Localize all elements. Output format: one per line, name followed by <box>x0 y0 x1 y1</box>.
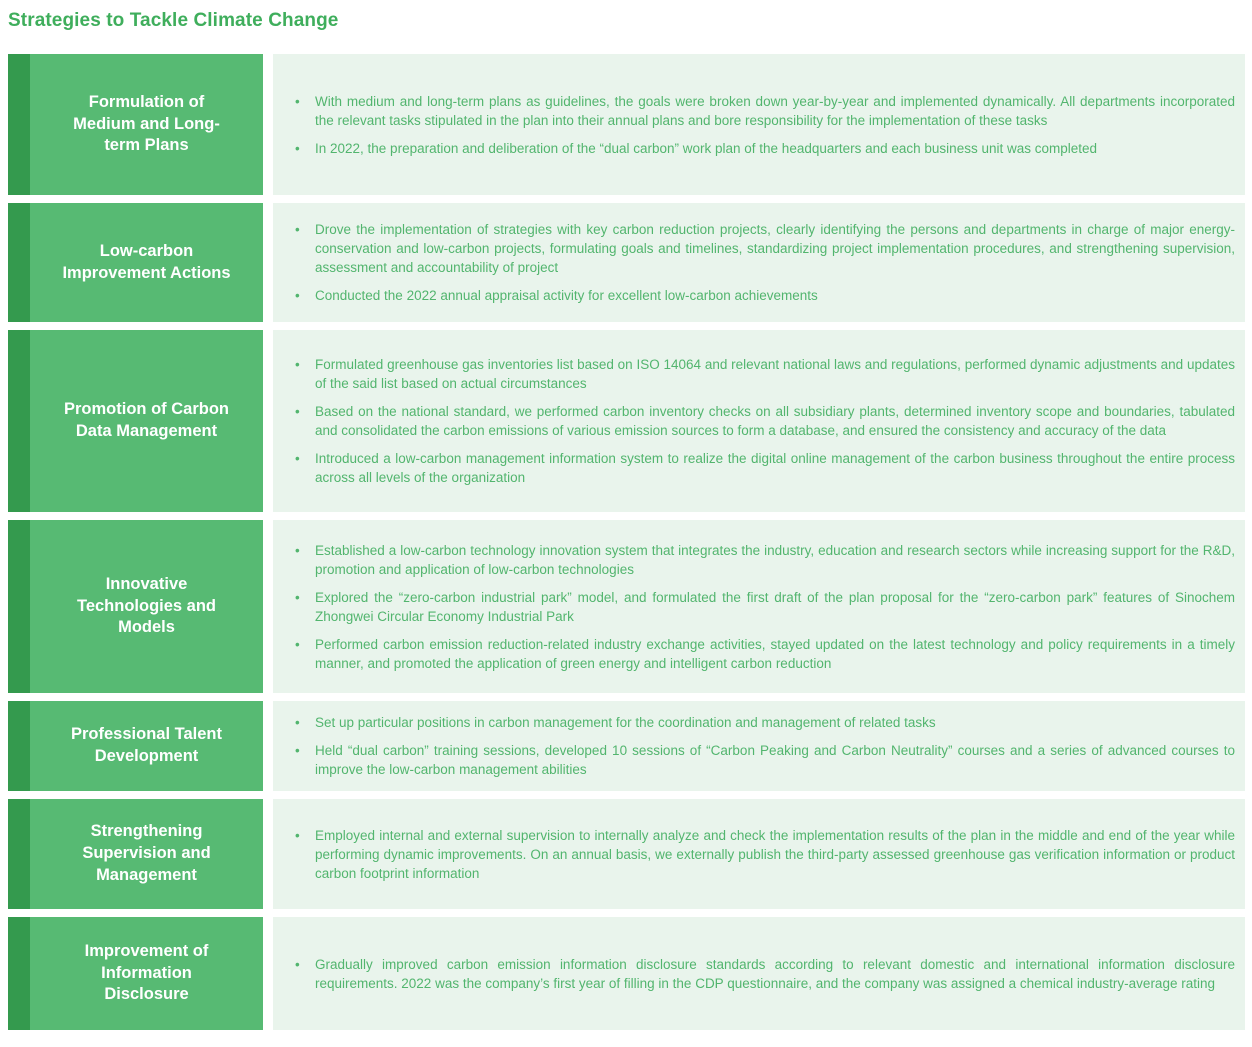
strategy-row <box>8 701 1245 791</box>
strategy-row <box>8 520 1245 693</box>
bullet-icon: • <box>295 542 300 558</box>
strategy-details-cell <box>273 330 1245 512</box>
strategy-label-cell <box>8 799 263 909</box>
label-accent-bar <box>8 54 30 195</box>
strategy-label-cell <box>8 203 263 322</box>
strategy-label: Promotion of Carbon Data Management <box>64 400 229 440</box>
bullet-item: • Introduced a low-carbon management information system to realize the digital online management of the carbon business throughout the entire process across all levels of the organization <box>295 451 1235 485</box>
bullet-item: • Formulated greenhouse gas inventories list based on ISO 14064 and relevant national laws and regulations, performed dynamic adjustments and updates of the said list based on actual circumstances <box>295 357 1235 391</box>
bullet-list <box>293 826 1235 883</box>
strategy-label-cell <box>8 520 263 693</box>
strategy-label: Strengthening Supervision and Management <box>82 822 211 884</box>
bullet-item: • In 2022, the preparation and deliberation of the “dual carbon” work plan of the headquarters and each business unit was completed <box>295 140 1098 156</box>
strategy-details-cell <box>273 917 1245 1030</box>
bullet-item: • Explored the “zero-carbon industrial park” model, and formulated the first draft of the plan proposal for the “zero-carbon park” features of Sinochem Zhongwei Circular Economy Industrial Park <box>295 589 1235 624</box>
strategy-details-cell <box>273 701 1245 791</box>
strategy-label: Improvement of Information Disclosure <box>84 941 209 1004</box>
bullet-icon: • <box>295 743 300 758</box>
bullet-icon: • <box>295 404 300 419</box>
bullet-item: • With medium and long-term plans as guidelines, the goals were broken down year-by-year and implemented dynamically. All departments incorporated the relevant tasks stipulated in the plan into their annual plans and bore responsibility for the implementation of these tasks <box>295 93 1235 128</box>
strategy-label: Professional Talent Development <box>71 725 222 765</box>
strategy-row <box>8 54 1245 195</box>
bullet-list <box>293 92 1235 158</box>
strategy-row <box>8 799 1245 909</box>
bullet-item: • Held “dual carbon” training sessions, developed 10 sessions of “Carbon Peaking and Carbon Neutrality” courses and a series of advanced courses to improve the low-carbon management abilities <box>295 743 1235 777</box>
bullet-item: • Performed carbon emission reduction-related industry exchange activities, stayed updated on the latest technology and policy requirements in a timely manner, and promoted the application of green energy and intelligent carbon reduction <box>295 636 1235 671</box>
strategy-row <box>8 917 1245 1030</box>
page-title: Strategies to Tackle Climate Change <box>8 10 339 31</box>
strategy-label: Innovative Technologies and Models <box>76 574 217 637</box>
strategy-label-cell <box>8 917 263 1030</box>
strategy-label-cell <box>8 701 263 791</box>
bullet-list <box>293 955 1235 993</box>
strategy-label: Formulation of Medium and Long-term Plans <box>73 92 220 155</box>
bullet-list <box>293 355 1235 487</box>
bullet-icon: • <box>295 288 300 303</box>
bullet-item: • Gradually improved carbon emission information disclosure standards according to relevant domestic and international information disclosure requirements. 2022 was the company’s first year of filling in the CDP questionnaire, and the company was assigned a chemical industry-average rating <box>295 956 1235 991</box>
bullet-icon: • <box>295 636 300 652</box>
label-accent-bar <box>8 917 30 1030</box>
bullet-item: • Established a low-carbon technology innovation system that integrates the industry, education and research sectors while increasing support for the R&D, promotion and application of low-carbon technologies <box>295 542 1235 577</box>
strategy-details-cell <box>273 54 1245 195</box>
strategy-row <box>8 203 1245 322</box>
bullet-item: • Drove the implementation of strategies with key carbon reduction projects, clearly identifying the persons and departments in charge of major energy-conservation and low-carbon projects, formulating goals and timelines, standardizing project implementation procedures, and strengthening supervision, assessment and accountability of project <box>295 222 1235 275</box>
bullet-list <box>293 713 1235 779</box>
bullet-list <box>293 220 1235 305</box>
bullet-item: • Based on the national standard, we performed carbon inventory checks on all subsidiary plants, determined inventory scope and boundaries, tabulated and consolidated the carbon emissions of various emission sources to form a database, and ensured the consistency and accuracy of the data <box>295 404 1235 438</box>
bullet-item: • Set up particular positions in carbon management for the coordination and management of related tasks <box>295 715 936 730</box>
bullet-list <box>293 541 1235 673</box>
label-accent-bar <box>8 701 30 791</box>
bullet-icon: • <box>295 140 300 156</box>
strategy-details-cell <box>273 520 1245 693</box>
bullet-icon: • <box>295 357 300 372</box>
strategy-label-cell <box>8 330 263 512</box>
strategy-label-cell <box>8 54 263 195</box>
label-accent-bar <box>8 203 30 322</box>
strategy-row <box>8 330 1245 512</box>
bullet-icon: • <box>295 222 300 237</box>
label-accent-bar <box>8 520 30 693</box>
bullet-item: • Employed internal and external supervision to internally analyze and check the implementation results of the plan in the middle and end of the year while performing dynamic improvements. On an annual basis, we externally publish the third-party assessed greenhouse gas verification information or product carbon footprint information <box>295 827 1235 881</box>
label-accent-bar <box>8 330 30 512</box>
bullet-icon: • <box>295 956 300 972</box>
strategy-label: Low-carbon Improvement Actions <box>62 241 231 282</box>
strategies-table <box>8 54 1245 1030</box>
label-accent-bar <box>8 799 30 909</box>
bullet-item: • Conducted the 2022 annual appraisal activity for excellent low-carbon achievements <box>295 288 818 303</box>
strategy-details-cell <box>273 203 1245 322</box>
bullet-icon: • <box>295 451 300 466</box>
bullet-icon: • <box>295 589 300 605</box>
bullet-icon: • <box>295 715 300 730</box>
strategy-details-cell <box>273 799 1245 909</box>
bullet-icon: • <box>295 93 300 109</box>
bullet-icon: • <box>295 827 300 843</box>
